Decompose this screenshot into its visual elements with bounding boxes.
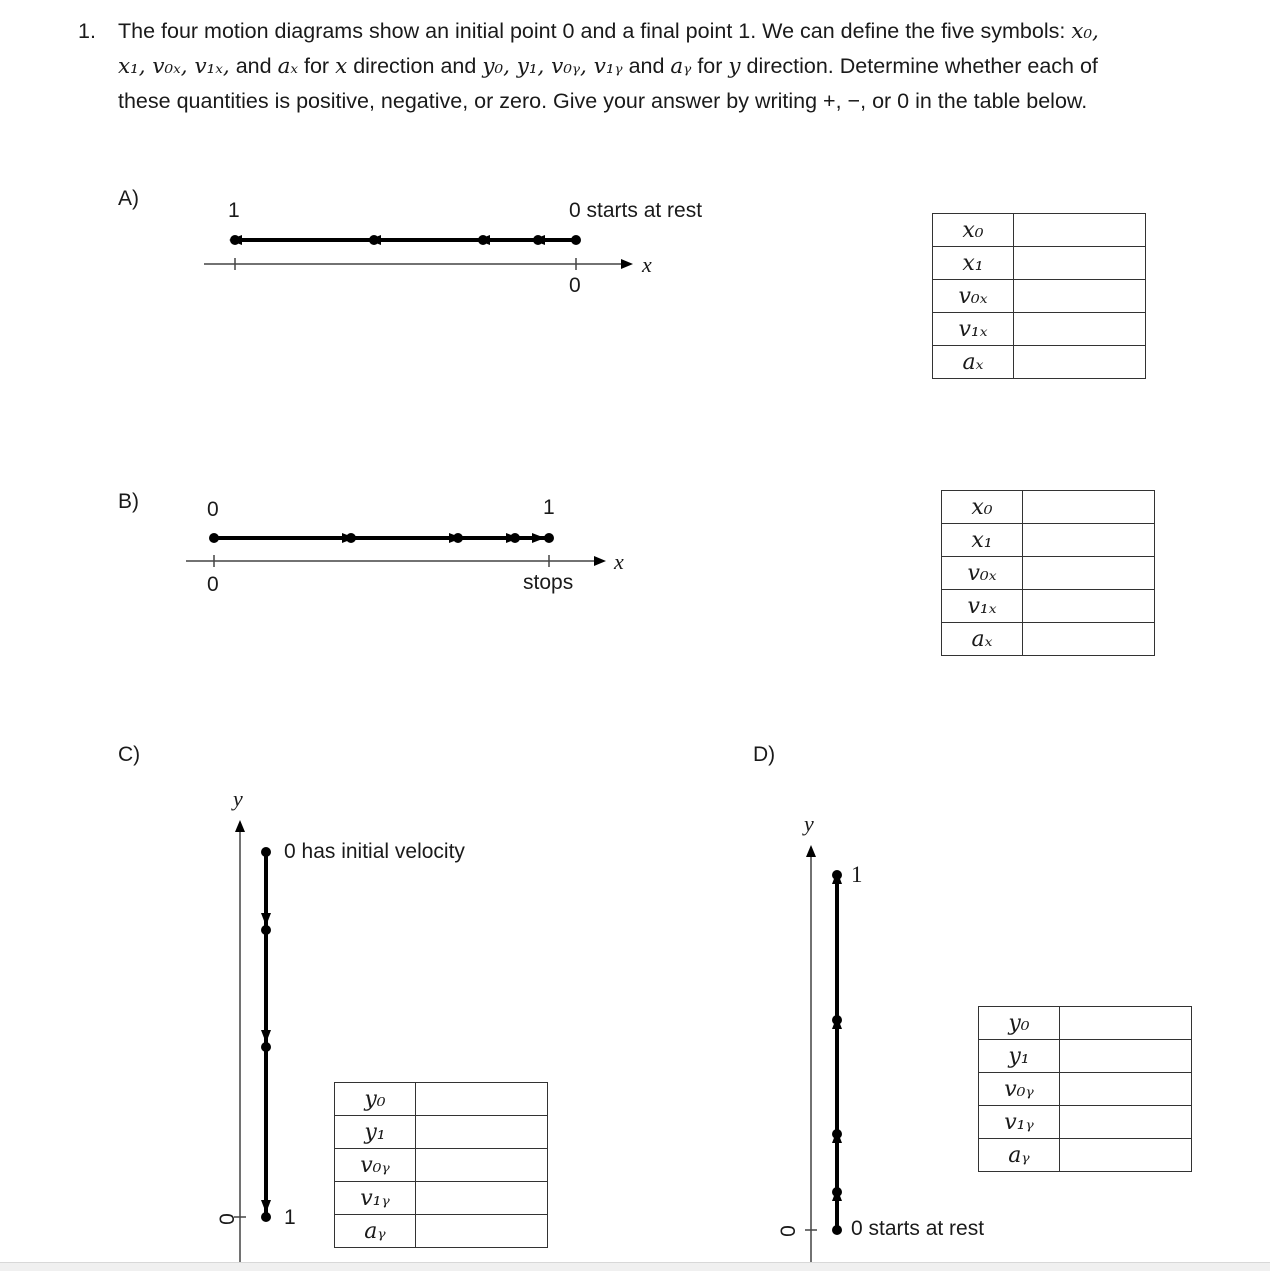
- part-b-final-point-label: 1: [543, 496, 555, 519]
- table-symbol: y₁: [979, 1040, 1060, 1073]
- question-line-1: The four motion diagrams show an initial point 0 and a final point 1. We can define the five symbols: x₀,: [118, 19, 1099, 44]
- table-symbol: v₀ₓ: [933, 280, 1014, 313]
- part-a-axis-name: x: [642, 252, 652, 277]
- part-a-initial-point-note: 0 starts at rest: [569, 199, 703, 222]
- part-d-final-point-label: 1: [851, 862, 863, 887]
- table-symbol: v₀ᵧ: [979, 1073, 1060, 1106]
- table-symbol: v₀ₓ: [942, 557, 1023, 590]
- table-row: [979, 1106, 1192, 1139]
- answer-cell[interactable]: [1060, 1106, 1192, 1139]
- part-c-label: C): [118, 743, 141, 766]
- part-d-axis-name: y: [804, 811, 814, 836]
- part-c-initial-point-note: 0 has initial velocity: [284, 840, 465, 863]
- part-a-label: A): [118, 187, 139, 210]
- table-row: [979, 1040, 1192, 1073]
- question-line-3: these quantities is positive, negative, or zero. Give your answer by writing +, −, or 0 in the table below.: [118, 89, 1088, 113]
- table-symbol: v₀ᵧ: [335, 1149, 416, 1182]
- table-symbol: y₁: [335, 1116, 416, 1149]
- table-symbol: x₀: [933, 214, 1014, 247]
- part-b-axis-name: x: [614, 549, 624, 574]
- answer-cell[interactable]: [1060, 1007, 1192, 1040]
- part-d-answer-table: [978, 1006, 1192, 1172]
- part-b-label: B): [118, 490, 139, 513]
- part-b-initial-point-label: 0: [207, 498, 219, 521]
- part-d-dot: [832, 1225, 842, 1235]
- table-symbol: v₁ᵧ: [979, 1106, 1060, 1139]
- part-c-axis-zero: 0: [215, 1213, 239, 1225]
- table-symbol: x₁: [933, 247, 1014, 280]
- table-symbol: x₀: [942, 491, 1023, 524]
- table-symbol: aₓ: [933, 346, 1014, 379]
- table-symbol: aᵧ: [979, 1139, 1060, 1172]
- table-symbol: v₁ₓ: [933, 313, 1014, 346]
- part-b-axis-zero: 0: [207, 573, 219, 596]
- part-c-axis-name: y: [233, 786, 243, 811]
- part-d-label: D): [753, 743, 776, 766]
- answer-cell[interactable]: [1060, 1040, 1192, 1073]
- question-number: 1.: [78, 19, 96, 43]
- part-a-final-point-label: 1: [228, 199, 240, 222]
- table-symbol: v₁ᵧ: [335, 1182, 416, 1215]
- table-symbol: aₓ: [942, 623, 1023, 656]
- answer-cell[interactable]: [1060, 1139, 1192, 1172]
- table-symbol: x₁: [942, 524, 1023, 557]
- table-symbol: y₀: [979, 1007, 1060, 1040]
- table-row: [979, 1007, 1192, 1040]
- part-a-axis-zero: 0: [569, 274, 581, 297]
- part-d-axis-arrow: [806, 845, 816, 857]
- table-row: [979, 1139, 1192, 1172]
- part-d-axis-zero: 0: [776, 1225, 800, 1237]
- part-b-stop-label: stops: [523, 571, 574, 594]
- answer-cell[interactable]: [1060, 1073, 1192, 1106]
- question-line-2: x₁, v₀ₓ, v₁ₓ, and aₓ for x direction and y₀, y₁, v₀ᵧ, v₁ᵧ and aᵧ for y direction. Determine whether each of: [118, 54, 1098, 79]
- part-d-initial-point-note: 0 starts at rest: [851, 1217, 985, 1240]
- table-symbol: y₀: [335, 1083, 416, 1116]
- table-symbol: v₁ₓ: [942, 590, 1023, 623]
- table-row: [979, 1073, 1192, 1106]
- table-symbol: aᵧ: [335, 1215, 416, 1248]
- part-c-final-point-label: 1: [284, 1206, 296, 1229]
